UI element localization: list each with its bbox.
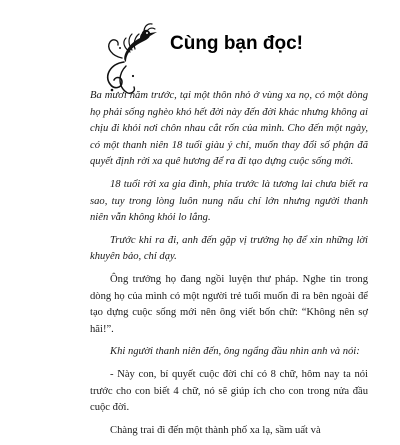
- decorative-bird-icon: [100, 18, 162, 96]
- paragraph: Khi người thanh niên đến, ông ngẩng đầu nhìn anh và nói:: [110, 346, 360, 358]
- paragraph: Chàng trai đi đến một thành phố xa lạ, sầm uất và: [110, 424, 321, 436]
- paragraph: Trước khi ra đi, anh đến gặp vị trưởng họ để xin những lời khuyên bảo, chỉ dạy.: [90, 234, 368, 263]
- article-body: [90, 88, 368, 445]
- paragraph: Ông trưởng họ đang ngồi luyện thư pháp. Nghe tin trong dòng họ của mình có một người trẻ tuổi muốn đi ra bên ngoài để tạo dựng cuộc sống mới nên ông viết bốn chữ: “Không nên sợ hãi!”.: [90, 273, 368, 335]
- paragraph: - Này con, bí quyết cuộc đời chỉ có 8 chữ, hôm nay ta nói trước cho con biết 4 chữ, nó sẽ giúp ích cho con trong nửa đầu cuộc đời.: [90, 368, 368, 414]
- page-title: Cùng bạn đọc!: [170, 33, 303, 54]
- paragraph-intro: Ba mươi năm trước, tại một thôn nhỏ ở vùng xa nọ, có một dòng họ phải sống nghèo khó hết đời này đến đời khác nhưng không ai chịu đi khỏi nơi chôn nhau cắt rốn của mình. Cho đến một ngày, có một thanh niên 18 tuổi giàu ý chí, muốn thay đổi số phận đã quyết định rời xa quê hương để ra đi tạo dựng cuộc sống mới.: [90, 90, 368, 168]
- paragraph: 18 tuổi rời xa gia đình, phía trước là tương lai chưa biết ra sao, tuy trong lòng luôn nung nấu chí lớn nhưng người thanh niên vẫn không khỏi lo lắng.: [90, 178, 368, 224]
